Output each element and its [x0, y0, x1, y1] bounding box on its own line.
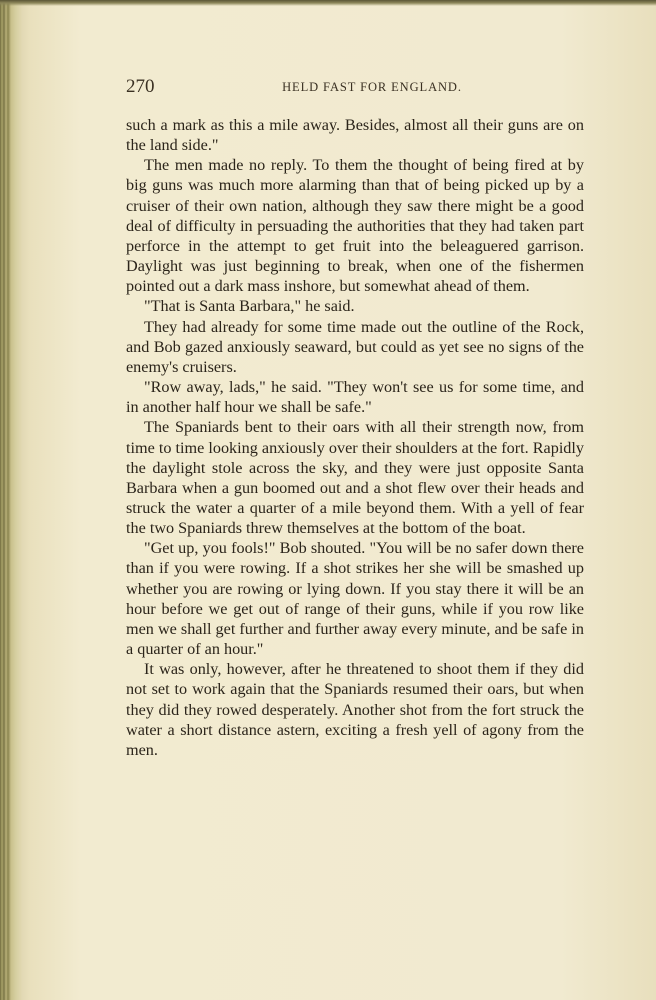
paragraph: "Row away, lads," he said. "They won't see us for some time, and in another half hour we shall be safe."	[126, 378, 584, 417]
paragraph: "That is Santa Barbara," he said.	[144, 297, 355, 316]
paragraph: The Spaniards bent to their oars with all their strength now, from time to time looking anxiously over their shoulders at the fort. Rapidly the daylight stole across the sky, and they were just opposite Santa Barbara when a gun boomed out and a shot flew over their heads and struck the water a quarter of a mile beyond them. With a yell of fear the two Spaniards threw themselves at the bottom of the boat.	[126, 418, 584, 538]
page-number: 270	[126, 76, 155, 97]
paragraph: The men made no reply. To them the thought of being fired at by big guns was much more alarming than that of being picked up by a cruiser of their own nation, although they saw there might be a good deal of difficulty in persuading the authorities that they had taken part perforce in the attempt to get fruit into the beleaguered garrison. Daylight was just beginning to break, when one of the fishermen pointed out a dark mass inshore, but somewhat ahead of them.	[126, 156, 584, 296]
paragraph: They had already for some time made out the outline of the Rock, and Bob gazed anxiously seaward, but could as yet see no signs of the enemy's cruisers.	[126, 317, 584, 376]
page-top-edge	[0, 0, 656, 6]
paragraph-continuation: such a mark as this a mile away. Besides, almost all their guns are on the land side."	[126, 116, 584, 155]
running-head: HELD FAST FOR ENGLAND.	[282, 80, 462, 94]
paragraph: "Get up, you fools!" Bob shouted. "You will be no safer down there than if you were rowing. If a shot strikes her she will be smashed up whether you are rowing or lying down. If you stay there it will be an hour before we get out of range of their guns, while if you row like men we shall get further and further away every minute, and be safe in a quarter of an hour."	[126, 539, 584, 659]
page-header	[126, 76, 586, 100]
book-spine-edge	[0, 0, 22, 1000]
body-text	[126, 115, 584, 760]
paragraph: It was only, however, after he threatened to shoot them if they did not set to work again that the Spaniards resumed their oars, but when they did they rowed desperately. Another shot from the fort struck the water a short distance astern, exciting a fresh yell of agony from the men.	[126, 660, 584, 759]
